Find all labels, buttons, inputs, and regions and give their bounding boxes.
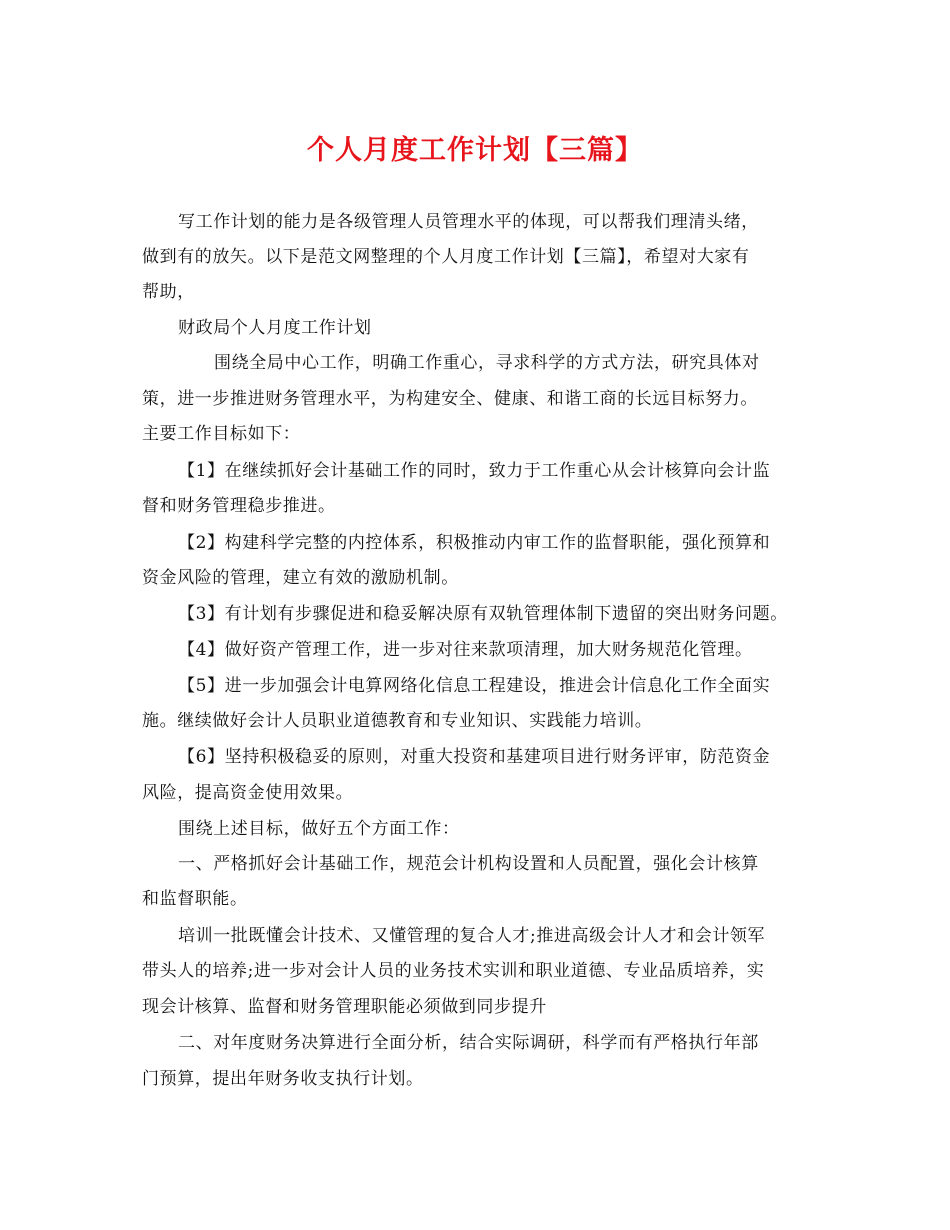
list-item: 【4】做好资产管理工作，进一步对往来款项清理，加大财务规范化管理。 xyxy=(178,640,753,660)
list-item-continuation: 督和财务管理稳步推进。 xyxy=(142,496,336,516)
list-item: 【1】在继续抓好会计基础工作的同时，致力于工作重心从会计核算向会计监 xyxy=(178,461,771,481)
paragraph-line: 写工作计划的能力是各级管理人员管理水平的体现，可以帮我们理清头绪， xyxy=(178,212,759,232)
list-item-continuation: 资金风险的管理，建立有效的激励机制。 xyxy=(142,568,459,588)
list-item-continuation: 风险，提高资金使用效果。 xyxy=(142,783,354,803)
paragraph-line: 现会计核算、监督和财务管理职能必须做到同步提升 xyxy=(142,997,547,1017)
paragraph-line: 策，进一步推进财务管理水平，为构建安全、健康、和谐工商的长远目标努力。 xyxy=(142,389,758,409)
document-title: 个人月度工作计划【三篇】 xyxy=(307,135,643,166)
list-item: 【6】坚持积极稳妥的原则，对重大投资和基建项目进行财务评审，防范资金 xyxy=(178,747,771,767)
list-item-continuation: 施。继续做好会计人员职业道德教育和专业知识、实践能力培训。 xyxy=(142,711,653,731)
paragraph-line: 和监督职能。 xyxy=(142,889,248,909)
paragraph-line: 门预算，提出年财务收支执行计划。 xyxy=(142,1069,424,1089)
paragraph-line: 围绕上述目标，做好五个方面工作： xyxy=(178,819,460,839)
paragraph-line: 一、严格抓好会计基础工作，规范会计机构设置和人员配置，强化会计核算 xyxy=(178,854,759,874)
list-item: 【3】有计划有步骤促进和稳妥解决原有双轨管理体制下遗留的突出财务问题。 xyxy=(178,604,788,624)
paragraph-line: 帮助， xyxy=(142,282,195,302)
paragraph-line: 围绕全局中心工作，明确工作重心，寻求科学的方式方法，研究具体对 xyxy=(214,353,760,373)
list-item: 【2】构建科学完整的内控体系，积极推动内审工作的监督职能，强化预算和 xyxy=(178,533,771,553)
paragraph-line: 二、对年度财务决算进行全面分析，结合实际调研，科学而有严格执行年部 xyxy=(178,1033,759,1053)
section-heading: 财政局个人月度工作计划 xyxy=(178,318,372,338)
paragraph-line: 带头人的培养;进一步对会计人员的业务技术实训和职业道德、专业品质培养，实 xyxy=(142,961,765,981)
paragraph-line: 做到有的放矢。以下是范文网整理的个人月度工作计划【三篇】，希望对大家有 xyxy=(142,247,750,267)
list-item: 【5】进一步加强会计电算网络化信息工程建设，推进会计信息化工作全面实 xyxy=(178,676,771,696)
paragraph-line: 主要工作目标如下： xyxy=(142,424,301,444)
paragraph-line: 培训一批既懂会计技术、又懂管理的复合人才;推进高级会计人才和会计领军 xyxy=(178,926,766,946)
